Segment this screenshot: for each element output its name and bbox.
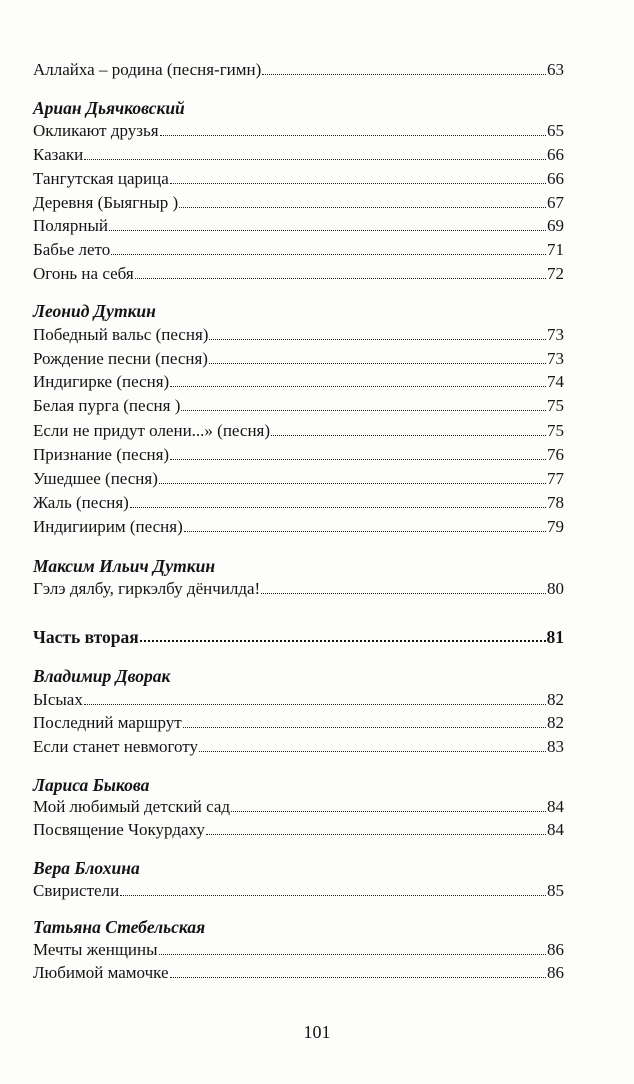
dot-leader <box>109 229 546 231</box>
dot-leader <box>183 726 546 728</box>
entry-page: 73 <box>547 325 564 344</box>
entry-page: 71 <box>547 240 564 259</box>
entry-page: 72 <box>547 264 564 283</box>
entry-page: 82 <box>547 690 564 709</box>
author-heading: Максим Ильич Дуткин <box>33 556 216 576</box>
dot-leader <box>271 434 546 436</box>
entry-page: 83 <box>547 737 564 756</box>
part-heading <box>33 627 564 647</box>
dot-leader <box>262 73 546 75</box>
entry-title: Огонь на себя <box>33 264 134 283</box>
dot-leader <box>170 976 546 978</box>
dot-leader <box>159 482 546 484</box>
part-page: 81 <box>546 627 564 647</box>
dot-leader <box>209 362 546 364</box>
entry-page: 75 <box>547 396 564 415</box>
toc-entry <box>33 881 564 901</box>
entry-title: Жаль (песня) <box>33 493 129 512</box>
entry-page: 66 <box>547 145 564 164</box>
author-heading: Леонид Дуткин <box>33 301 156 321</box>
entry-page: 67 <box>547 193 564 212</box>
dot-leader <box>199 750 546 752</box>
entry-title: Мечты женщины <box>33 940 158 959</box>
dot-leader <box>170 458 546 460</box>
entry-page: 79 <box>547 517 564 536</box>
toc-entry <box>33 169 564 189</box>
dot-leader <box>209 338 546 340</box>
entry-title: Бабье лето <box>33 240 111 259</box>
dot-leader <box>231 810 546 812</box>
entry-title: Тангутская царица <box>33 169 169 188</box>
toc-entry <box>33 517 564 537</box>
entry-title: Мой любимый детский сад <box>33 797 231 816</box>
toc-entry <box>33 820 564 840</box>
entry-page: 86 <box>547 940 564 959</box>
entry-title: Ысыах <box>33 690 83 709</box>
entry-page: 65 <box>547 121 564 140</box>
entry-title: Полярный <box>33 216 108 235</box>
toc-entry <box>33 396 564 416</box>
entry-page: 80 <box>547 579 564 598</box>
entry-title: Казаки <box>33 145 84 164</box>
toc-entry <box>33 421 564 441</box>
toc-entry <box>33 690 564 710</box>
entry-page: 73 <box>547 349 564 368</box>
toc-entry <box>33 493 564 513</box>
entry-title: Любимой мамочке <box>33 963 169 982</box>
entry-page: 66 <box>547 169 564 188</box>
toc-entry <box>33 940 564 960</box>
entry-title: Индигиирим (песня) <box>33 517 183 536</box>
entry-title: Рождение песни (песня) <box>33 349 208 368</box>
entry-title: Если не придут олени...» (песня) <box>33 421 271 440</box>
dot-leader <box>130 506 546 508</box>
entry-title: Посвящение Чокурдаху <box>33 820 205 839</box>
dot-leader <box>159 953 546 955</box>
toc-entry <box>33 737 564 757</box>
entry-title: Ушедшее (песня) <box>33 469 158 488</box>
toc-entry <box>33 60 564 80</box>
entry-title: Индигирке (песня) <box>33 372 170 391</box>
toc-entry <box>33 797 564 817</box>
toc-entry <box>33 579 564 599</box>
entry-page: 78 <box>547 493 564 512</box>
dot-leader <box>111 253 546 255</box>
entry-page: 84 <box>547 820 564 839</box>
dot-leader <box>170 385 546 387</box>
dot-leader <box>184 530 546 532</box>
author-heading: Вера Блохина <box>33 858 140 878</box>
entry-page: 74 <box>547 372 564 391</box>
toc-entry <box>33 264 564 284</box>
entry-title: Окликают друзья <box>33 121 159 140</box>
toc-entry <box>33 349 564 369</box>
entry-title: Если станет невмоготу <box>33 737 198 756</box>
dot-leader <box>120 894 546 896</box>
dot-leader <box>135 277 546 279</box>
entry-page: 84 <box>547 797 564 816</box>
entry-page: 85 <box>547 881 564 900</box>
dot-leader <box>170 182 546 184</box>
toc-entry <box>33 325 564 345</box>
dot-leader <box>84 703 546 705</box>
part-title: Часть вторая <box>33 627 139 647</box>
page-number: 101 <box>303 1022 331 1042</box>
toc-entry <box>33 372 564 392</box>
toc-entry <box>33 445 564 465</box>
toc-entry <box>33 145 564 165</box>
entry-title: Гэлэ дялбу, гиркэлбу дёнчилда! <box>33 579 261 598</box>
author-heading: Владимир Дворак <box>33 666 171 686</box>
entry-page: 63 <box>547 60 564 79</box>
dot-leader <box>181 409 546 411</box>
author-heading: Татьяна Стебельская <box>33 917 206 937</box>
entry-title: Свиристели <box>33 881 120 900</box>
entry-title: Белая пурга (песня ) <box>33 396 181 415</box>
author-heading: Ариан Дьячковский <box>33 98 185 118</box>
toc-entry <box>33 963 564 983</box>
toc-entry <box>33 193 564 213</box>
entry-page: 82 <box>547 713 564 732</box>
dot-leader <box>160 134 546 136</box>
entry-page: 75 <box>547 421 564 440</box>
dot-leader <box>261 592 546 594</box>
entry-page: 69 <box>547 216 564 235</box>
dot-leader <box>206 833 546 835</box>
entry-title: Последний маршрут <box>33 713 182 732</box>
entry-title: Признание (песня) <box>33 445 170 464</box>
dot-leader <box>84 158 546 160</box>
entry-title: Победный вальс (песня) <box>33 325 209 344</box>
toc-entry <box>33 713 564 733</box>
toc-entry <box>33 469 564 489</box>
author-heading: Лариса Быкова <box>33 775 150 795</box>
toc-entry <box>33 240 564 260</box>
entry-page: 77 <box>547 469 564 488</box>
toc-entry <box>33 121 564 141</box>
entry-page: 76 <box>547 445 564 464</box>
entry-title: Аллайха – родина (песня-гимн) <box>33 60 262 79</box>
entry-page: 86 <box>547 963 564 982</box>
entry-title: Деревня (Быягныр ) <box>33 193 179 212</box>
dot-leader <box>179 206 546 208</box>
dot-leader <box>140 639 546 642</box>
toc-entry <box>33 216 564 236</box>
